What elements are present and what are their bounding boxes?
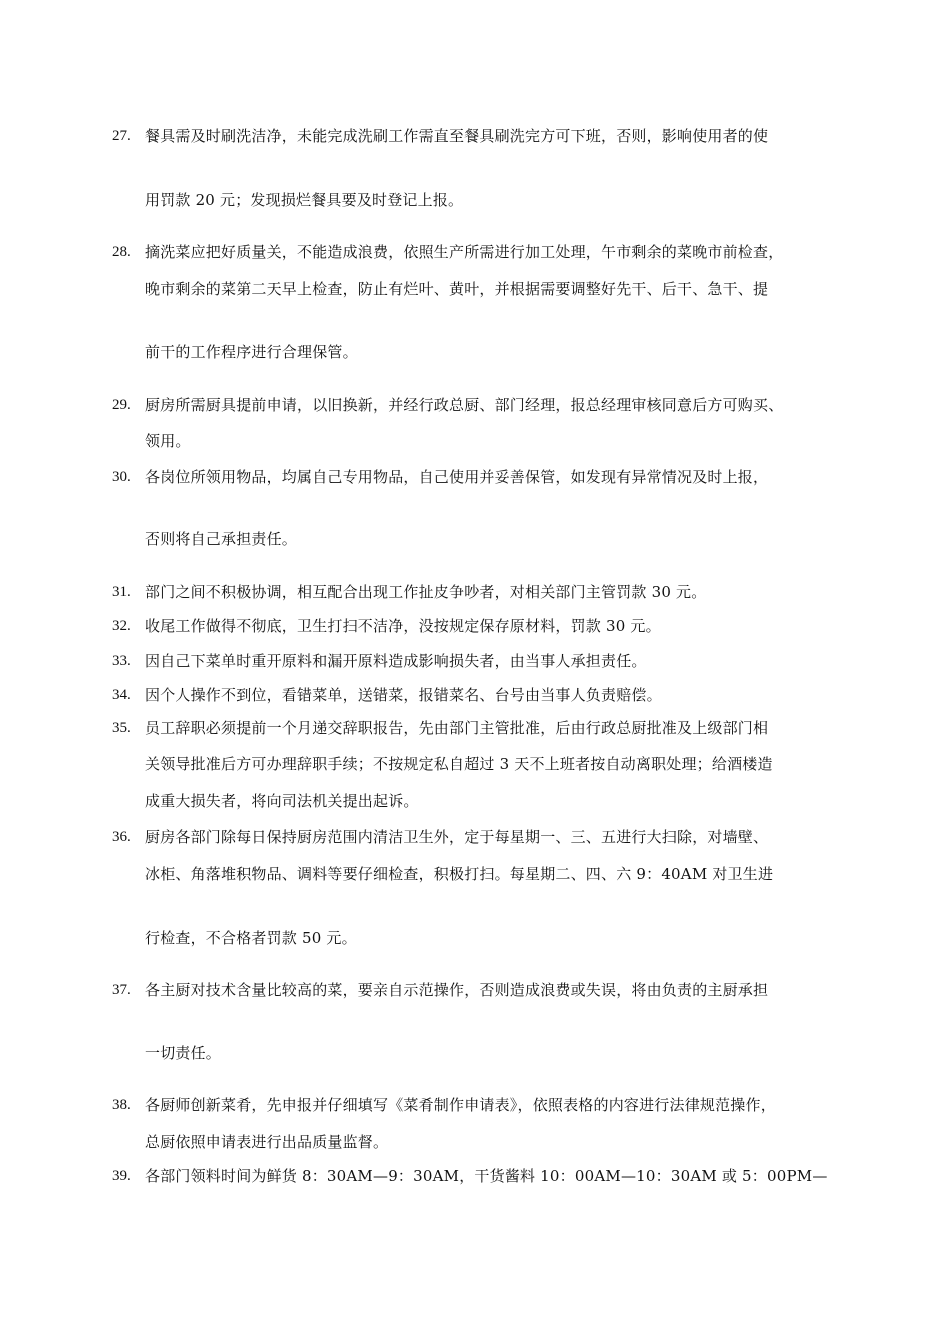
item-number: 37. <box>112 982 131 998</box>
item-number: 32. <box>112 618 131 634</box>
item-text-line: 因自己下菜单时重开原料和漏开原料造成影响损失者，由当事人承担责任。 <box>145 652 647 670</box>
item-text-line: 厨房所需厨具提前申请，以旧换新，并经行政总厨、部门经理，报总经理审核同意后方可购买、 <box>145 396 784 414</box>
item-text-line: 用罚款 20 元；发现损烂餐具要及时登记上报。 <box>145 191 464 209</box>
item-text-line: 关领导批准后方可办理辞职手续；不按规定私自超过 3 天不上班者按自动离职处理；给酒楼造 <box>145 755 773 773</box>
item-text-line: 行检查，不合格者罚款 50 元。 <box>145 929 357 947</box>
item-number: 35. <box>112 720 131 736</box>
item-text-line: 厨房各部门除每日保持厨房范围内清洁卫生外，定于每星期一、三、五进行大扫除，对墙壁、 <box>145 828 769 846</box>
item-number: 34. <box>112 687 131 703</box>
item-text-line: 晚市剩余的菜第二天早上检查，防止有烂叶、黄叶，并根据需要调整好先干、后干、急干、提 <box>145 280 769 298</box>
item-number: 29. <box>112 397 131 413</box>
item-text-line: 因个人操作不到位，看错菜单，送错菜，报错菜名、台号由当事人负责赔偿。 <box>145 686 662 704</box>
item-text-line: 餐具需及时刷洗洁净，未能完成洗刷工作需直至餐具刷洗完方可下班，否则，影响使用者的使 <box>145 127 769 145</box>
item-text-line: 各岗位所领用物品，均属自己专用物品，自己使用并妥善保管，如发现有异常情况及时上报， <box>145 468 769 486</box>
item-text-line: 部门之间不积极协调，相互配合出现工作扯皮争吵者，对相关部门主管罚款 30 元。 <box>145 583 707 601</box>
item-number: 38. <box>112 1097 131 1113</box>
item-text-line: 总厨依照申请表进行出品质量监督。 <box>145 1133 389 1151</box>
item-number: 36. <box>112 829 131 845</box>
item-text-line: 员工辞职必须提前一个月递交辞职报告，先由部门主管批准，后由行政总厨批准及上级部门相 <box>145 719 769 737</box>
item-number: 31. <box>112 584 131 600</box>
item-number: 28. <box>112 244 131 260</box>
item-text-line: 领用。 <box>145 432 191 450</box>
item-text-line: 冰柜、角落堆积物品、调料等要仔细检查，积极打扫。每星期二、四、六 9：40AM 对卫生进 <box>145 865 774 883</box>
item-text-line: 各厨师创新菜肴，先申报并仔细填写《菜肴制作申请表》，依照表格的内容进行法律规范操作， <box>145 1096 776 1114</box>
item-text-line: 摘洗菜应把好质量关，不能造成浪费，依照生产所需进行加工处理，午市剩余的菜晚市前检查， <box>145 243 784 261</box>
item-text-line: 各部门领料时间为鲜货 8：30AM—9：30AM，干货酱料 10：00AM—10：30AM 或 5：00PM— <box>145 1167 828 1185</box>
item-text-line: 否则将自己承担责任。 <box>145 530 298 548</box>
item-text-line: 成重大损失者，将向司法机关提出起诉。 <box>145 792 419 810</box>
item-number: 30. <box>112 469 131 485</box>
item-text-line: 各主厨对技术含量比较高的菜，要亲自示范操作，否则造成浪费或失误，将由负责的主厨承担 <box>145 981 769 999</box>
item-text-line: 前干的工作程序进行合理保管。 <box>145 343 358 361</box>
item-text-line: 一切责任。 <box>145 1044 222 1062</box>
item-number: 39. <box>112 1168 131 1184</box>
item-number: 27. <box>112 128 131 144</box>
item-text-line: 收尾工作做得不彻底，卫生打扫不洁净，没按规定保存原材料，罚款 30 元。 <box>145 617 661 635</box>
item-number: 33. <box>112 653 131 669</box>
